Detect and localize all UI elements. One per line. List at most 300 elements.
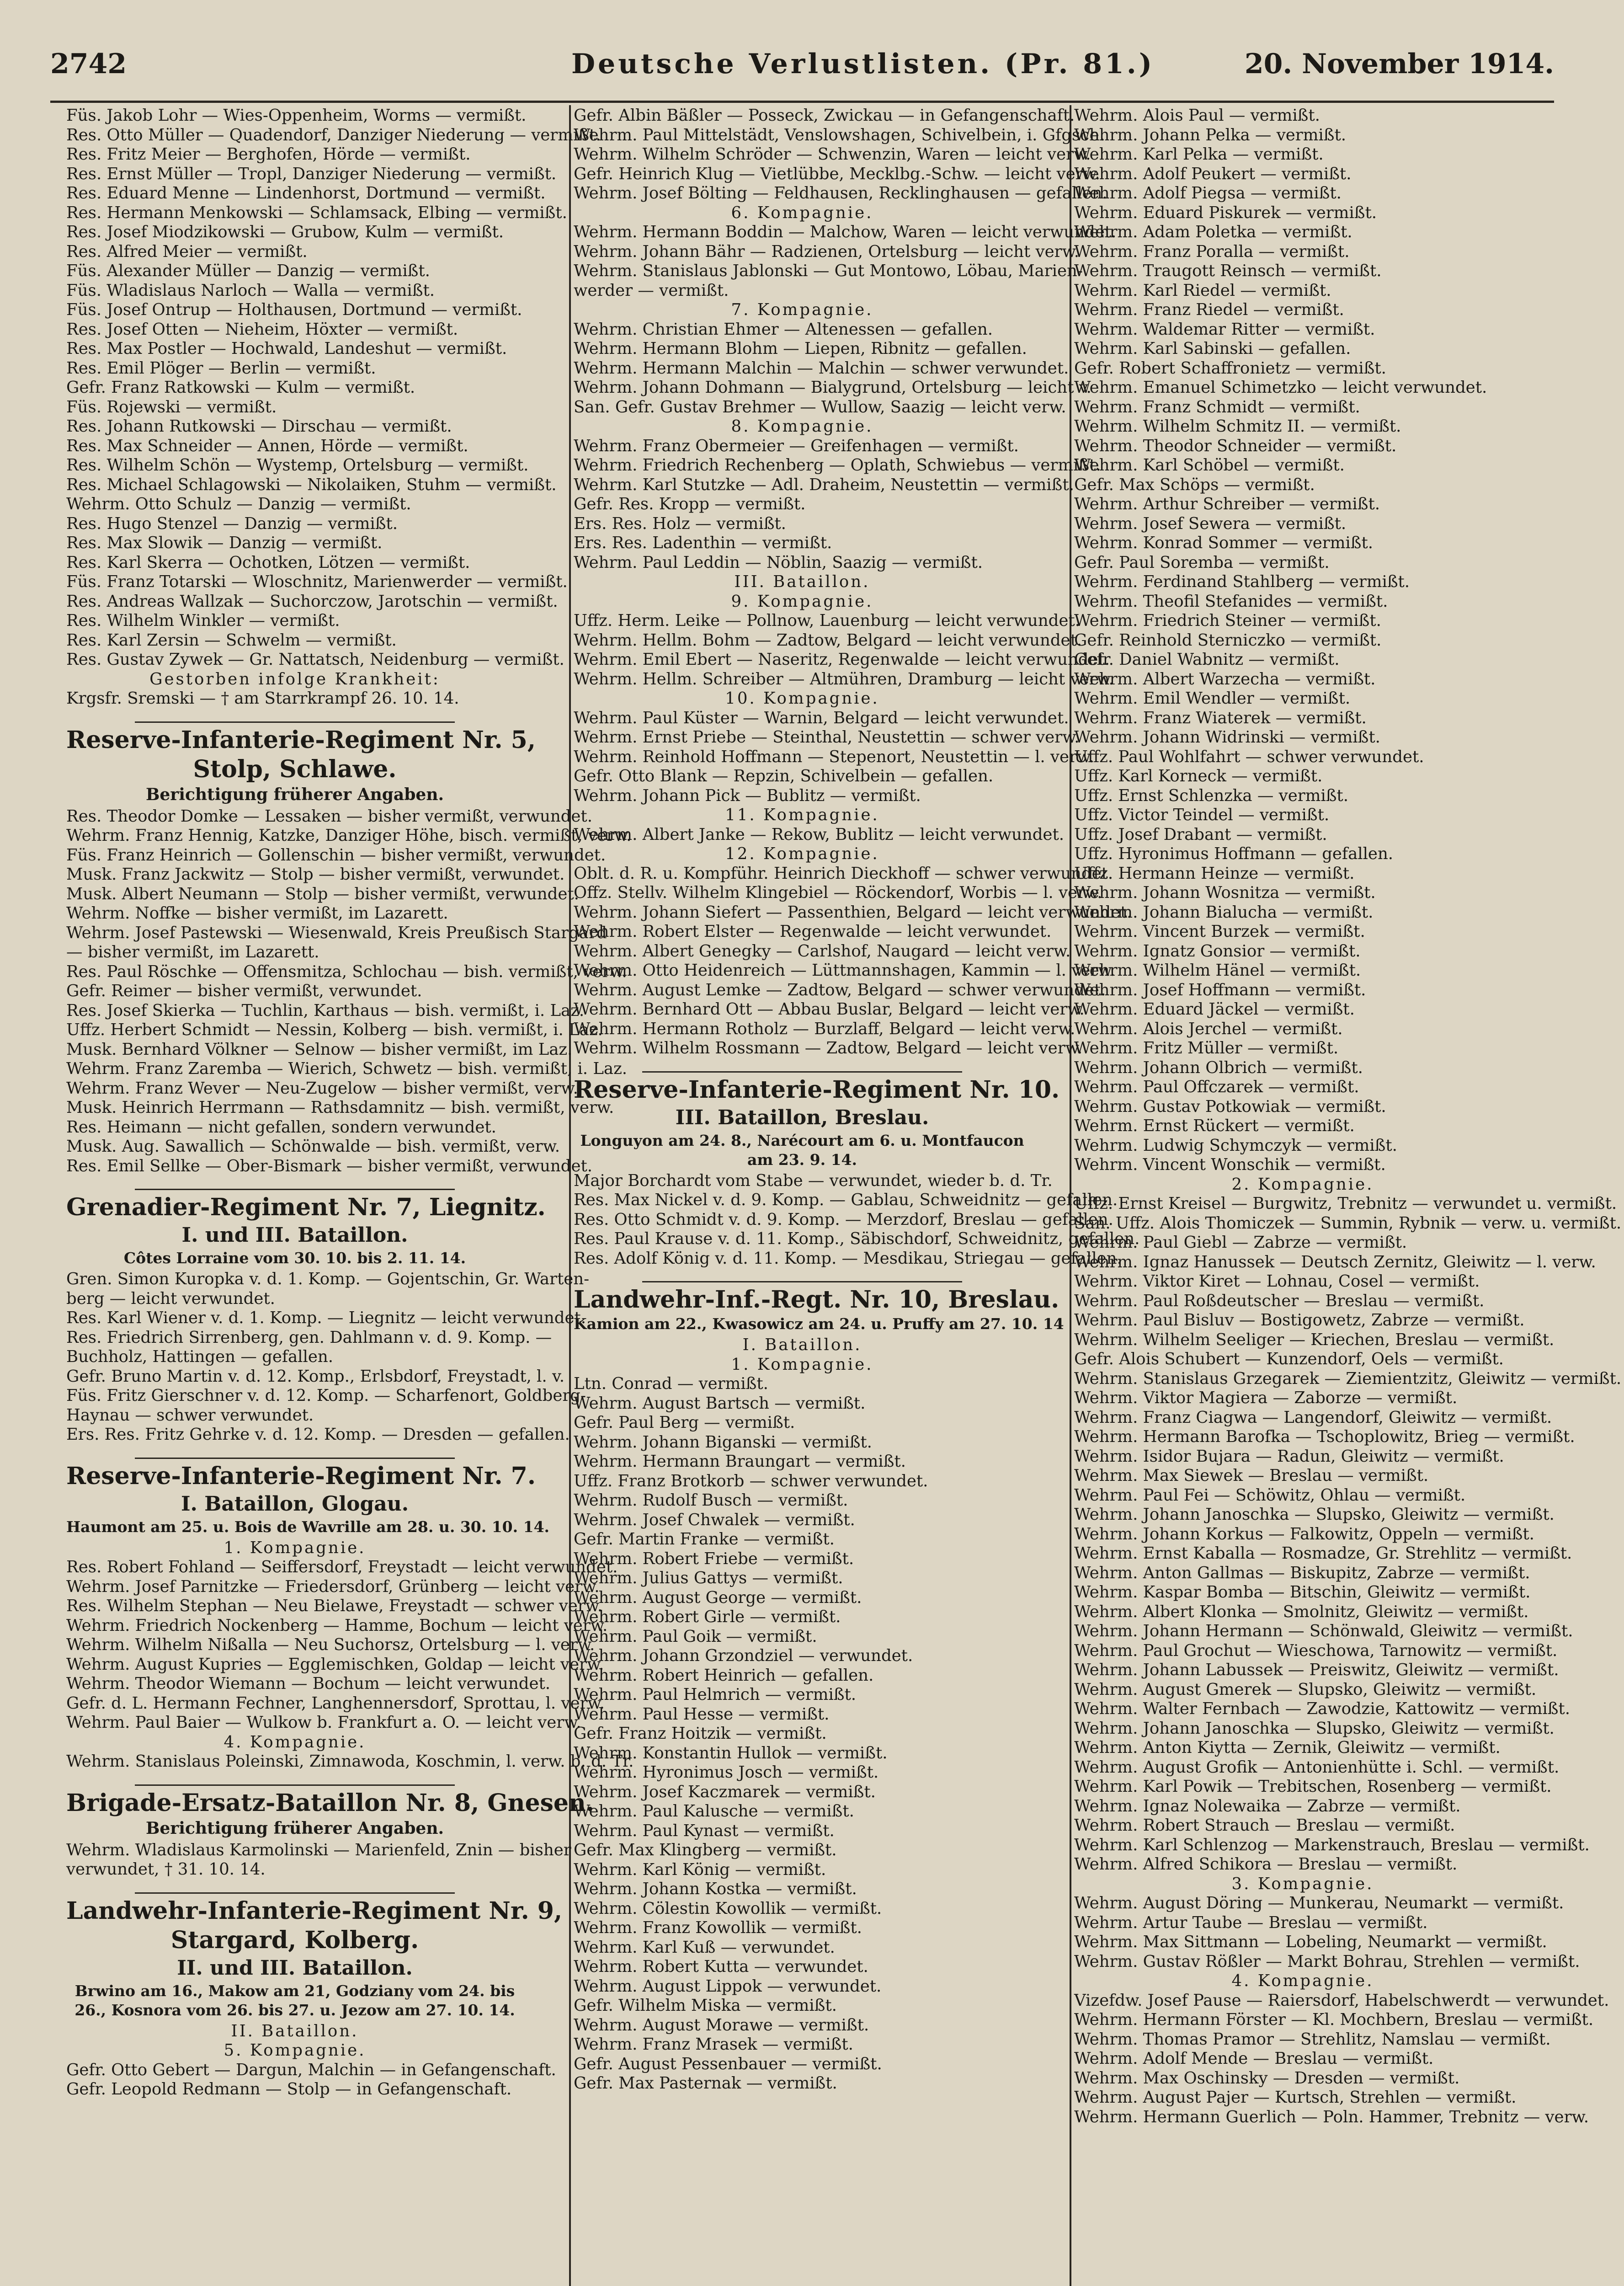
section-rule [135, 1189, 455, 1190]
casualty-entry: Wehrm. Robert Girle — vermißt. [574, 1608, 841, 1626]
casualty-entry: Res. Emil Sellke — Ober-Bismark — bisher vermißt, verwundet. [66, 1156, 593, 1175]
casualty-entry: Wehrm. Walter Fernbach — Zawodzie, Kattowitz — vermißt. [1074, 1699, 1570, 1718]
casualty-entry: Wehrm. Alois Paul — vermißt. [1074, 106, 1320, 125]
casualty-entry: Wehrm. Johann Pick — Bublitz — vermißt. [574, 786, 921, 805]
casualty-entry: Offz. Stellv. Wilhelm Klingebiel — Röckendorf, Worbis — l. verw. [574, 883, 1102, 902]
casualty-entry: Wehrm. Karl Stutzke — Adl. Draheim, Neustettin — vermißt. [574, 475, 1074, 494]
casualty-entry: Wehrm. Traugott Reinsch — vermißt. [1074, 262, 1382, 280]
casualty-entry: Wehrm. August Bartsch — vermißt. [574, 1394, 866, 1413]
casualty-entry: Wehrm. Johann Labussek — Preiswitz, Gleiwitz — vermißt. [1074, 1661, 1559, 1679]
casualty-entry: Gefr. d. L. Hermann Fechner, Langhennersdorf, Sprottau, l. verw. [66, 1693, 605, 1713]
casualty-entry: Wehrm. Franz Wever — Neu-Zugelow — bisher vermißt, verw. [66, 1079, 578, 1098]
battle-dates: Haumont am 25. u. Bois de Wavrille am 28. u. 30. 10. 14. [66, 1517, 550, 1536]
casualty-entry: Res. Karl Wiener v. d. 1. Komp. — Liegnitz — leicht verwundet. [66, 1309, 586, 1327]
casualty-entry: Res. Andreas Wallzak — Suchorczow, Jarotschin — vermißt. [66, 592, 558, 611]
casualty-entry: Wehrm. Franz Mrasek — vermißt. [574, 2035, 853, 2054]
casualty-entry: Wehrm. Alois Jerchel — vermißt. [1074, 1019, 1343, 1038]
casualty-entry: Wehrm. Hermann Barofka — Tschoplowitz, Brieg — vermißt. [1074, 1427, 1575, 1446]
casualty-entry: Wehrm. Robert Heinrich — gefallen. [574, 1666, 874, 1685]
casualty-entry: Wehrm. Josef Hoffmann — vermißt. [1074, 980, 1366, 999]
casualty-entry: Wehrm. Friedrich Rechenberg — Oplath, Schwiebus — vermißt. [574, 456, 1101, 475]
battle-dates: Kamion am 22., Kwasowicz am 24. u. Pruffy am 27. 10. 14 [574, 1315, 1064, 1333]
casualty-entry: Gefr. Res. Kropp — vermißt. [574, 495, 806, 513]
casualty-entry: Wehrm. August Gmerek — Slupsko, Gleiwitz — vermißt. [1074, 1680, 1537, 1699]
casualty-entry: Gefr. Max Schöps — vermißt. [1074, 475, 1315, 494]
issue-date: 20. November 1914. [1244, 48, 1554, 80]
casualty-entry: Wehrm. Eduard Jäckel — vermißt. [1074, 1000, 1355, 1019]
casualty-entry: Wehrm. August George — vermißt. [574, 1588, 862, 1607]
subsection-heading: 2. Kompagnie. [1231, 1175, 1374, 1194]
casualty-entry: Uffz. Ernst Schlenzka — vermißt. [1074, 786, 1348, 805]
casualty-entry: Wehrm. Ernst Kaballa — Rosmadze, Gr. Strehlitz — vermißt. [1074, 1544, 1572, 1563]
casualty-entry: Musk. Aug. Sawallich — Schönwalde — bish. vermißt, verw. [66, 1137, 560, 1156]
regiment-name: Reserve-Infanterie-Regiment Nr. 5, [66, 726, 536, 754]
casualty-entry: Wehrm. Ignaz Hanussek — Deutsch Zernitz, Gleiwitz — l. verw. [1074, 1252, 1596, 1271]
casualty-entry: Wehrm. Max Siewek — Breslau — vermißt. [1074, 1466, 1429, 1485]
casualty-entry: Wehrm. Emil Wendler — vermißt. [1074, 689, 1351, 708]
regiment-name: Stargard, Kolberg. [170, 1926, 419, 1954]
regiment-name: Grenadier-Regiment Nr. 7, Liegnitz. [66, 1193, 546, 1221]
casualty-entry: Wehrm. Ignatz Gonsior — vermißt. [1074, 941, 1361, 961]
casualty-entry: Füs. Franz Heinrich — Gollenschin — bisher vermißt, verwundet. [66, 845, 606, 865]
casualty-entry: Gefr. Otto Gebert — Dargun, Malchin — in Gefangenschaft. [66, 2060, 556, 2079]
casualty-entry: Gren. Simon Kuropka v. d. 1. Komp. — Gojentschin, Gr. Warten- [66, 1270, 590, 1288]
casualty-entry: Wehrm. Hermann Rotholz — Burzlaff, Belgard — leicht verw. [574, 1019, 1076, 1038]
column-1 [66, 106, 634, 2099]
casualty-entry: Gefr. Paul Soremba — vermißt. [1074, 553, 1330, 572]
casualty-entry: Wehrm. Johann Widrinski — vermißt. [1074, 728, 1380, 747]
casualty-entry: Wehrm. Viktor Kiret — Lohnau, Cosel — vermißt. [1074, 1272, 1480, 1291]
casualty-entry: Res. Wilhelm Schön — Wystemp, Ortelsburg — vermißt. [66, 456, 529, 475]
casualty-entry: Wehrm. Paul Kynast — vermißt. [574, 1821, 835, 1840]
section-note: Berichtigung früherer Angaben. [145, 1818, 444, 1838]
casualty-entry: Res. Paul Röschke — Offensmitza, Schlochau — bish. vermißt, verw. [66, 962, 627, 981]
casualty-entry: Wehrm. Hermann Förster — Kl. Mochbern, Breslau — vermißt. [1074, 2010, 1594, 2029]
casualty-entry: Wehrm. Paul Mittelstädt, Venslowshagen, Schivelbein, i. Gfgsch. [574, 125, 1105, 144]
casualty-entry: Uffz. Victor Teindel — vermißt. [1074, 806, 1330, 824]
casualty-entry: Wehrm. Fritz Müller — vermißt. [1074, 1039, 1339, 1058]
section-rule [135, 1892, 455, 1894]
casualty-entry: Res. Friedrich Sirrenberg, gen. Dahlmann v. d. 9. Komp. — [66, 1328, 552, 1347]
subsection-heading: III. Bataillon. [734, 572, 870, 591]
casualty-entry: Musk. Bernhard Völkner — Selnow — bisher vermißt, im Laz. [66, 1040, 573, 1059]
casualty-entry: Wehrm. Paul Helmrich — vermißt. [574, 1685, 857, 1704]
casualty-entry: Res. Otto Müller — Quadendorf, Danziger Niederung — vermißt. [66, 125, 601, 144]
regiment-heading [66, 1784, 594, 1839]
casualty-entry: berg — leicht verwundet. [66, 1289, 275, 1308]
casualty-entry: Wehrm. Stanislaus Poleinski, Zimnawoda, Koschmin, l. verw. b. d. Tr. [66, 1752, 634, 1771]
casualty-entry: Res. Michael Schlagowski — Nikolaiken, Stuhm — vermißt. [66, 475, 557, 494]
casualty-entry: Wehrm. Johann Siefert — Passenthien, Belgard — leicht verwundet. [574, 903, 1132, 922]
casualty-entry: Gefr. Bruno Martin v. d. 12. Komp., Erlsbdorf, Freystadt, l. v. [66, 1367, 565, 1386]
casualty-entry: Vizefdw. Josef Pause — Raiersdorf, Habelschwerdt — verwundet. [1074, 1991, 1609, 2010]
casualty-entry: Wehrm. Karl König — vermißt. [574, 1860, 826, 1879]
casualty-entry: Gefr. Max Pasternak — vermißt. [574, 2074, 837, 2093]
subsection-heading: 3. Kompagnie. [1231, 1874, 1374, 1893]
casualty-entry: Uffz. Hermann Heinze — vermißt. [1074, 864, 1355, 883]
casualty-entry: Gefr. August Pessenbauer — vermißt. [574, 2054, 882, 2073]
publication-title: Deutsche Verlustlisten. (Pr. 81.) [571, 48, 1155, 80]
battle-dates: am 23. 9. 14. [747, 1150, 857, 1169]
casualty-entry: Oblt. d. R. u. Kompführ. Heinrich Dieckhoff — schwer verwundet. [574, 864, 1113, 883]
casualty-entry: Wehrm. Franz Zaremba — Wierich, Schwetz — bish. vermißt, i. Laz. [66, 1059, 628, 1078]
casualty-entry: Wehrm. Franz Schmidt — vermißt. [1074, 397, 1360, 417]
casualty-entry: Wehrm. Johann Bialucha — vermißt. [1074, 903, 1374, 922]
section-rule [642, 1281, 962, 1282]
casualty-entry: Gefr. Franz Ratkowski — Kulm — vermißt. [66, 378, 415, 397]
casualty-entry: Wehrm. Paul Küster — Warnin, Belgard — leicht verwundet. [574, 708, 1069, 727]
casualty-entry: Wehrm. Adam Poletka — vermißt. [1074, 223, 1352, 241]
casualty-entry: Wehrm. Johann Grzondziel — verwundet. [574, 1646, 913, 1665]
casualty-entry: Wehrm. August Morawe — vermißt. [574, 2015, 869, 2035]
casualty-entry: Wehrm. Max Sittmann — Lobeling, Neumarkt — vermißt. [1074, 1933, 1547, 1951]
casualty-entry: Musk. Franz Jackwitz — Stolp — bisher vermißt, verwundet. [66, 865, 565, 884]
casualty-entry: Wehrm. Karl Sabinski — gefallen. [1074, 339, 1351, 358]
casualty-entry: Wehrm. Emanuel Schimetzko — leicht verwundet. [1074, 378, 1487, 397]
casualty-entry: Uffz. Franz Brotkorb — schwer verwundet. [574, 1471, 928, 1490]
casualty-entry: Wehrm. Thomas Pramor — Strehlitz, Namslau — vermißt. [1074, 2030, 1551, 2049]
page-number: 2742 [50, 48, 127, 80]
casualty-entry: San. Uffz. Alois Thomiczek — Summin, Rybnik — verw. u. vermißt. [1074, 1213, 1622, 1233]
casualty-entry: Uffz. Herm. Leike — Pollnow, Lauenburg — leicht verwundet. [574, 611, 1080, 630]
casualty-entry: Res. Hermann Menkowski — Schlamsack, Elbing — vermißt. [66, 203, 567, 222]
casualty-entry: Füs. Josef Ontrup — Holthausen, Dortmund — vermißt. [66, 300, 522, 319]
casualty-entry: Wehrm. Waldemar Ritter — vermißt. [1074, 320, 1375, 339]
casualty-entry: Wehrm. Ferdinand Stahlberg — vermißt. [1074, 572, 1410, 591]
casualty-entry: Res. Max Slowik — Danzig — vermißt. [66, 534, 383, 552]
regiment-heading [66, 1189, 546, 1268]
casualty-entry: Wehrm. Arthur Schreiber — vermißt. [1074, 495, 1380, 513]
casualty-entry: Wehrm. Paul Leddin — Nöblin, Saazig — vermißt. [574, 553, 983, 572]
casualty-entry: Wehrm. August Pajer — Kurtsch, Strehlen — vermißt. [1074, 2088, 1517, 2107]
casualty-entry: Wehrm. Wilhelm Schröder — Schwenzin, Waren — leicht verw. [574, 145, 1091, 164]
casualty-entry: Wehrm. Viktor Magiera — Zaborze — vermißt. [1074, 1389, 1458, 1407]
casualty-entry: Wehrm. Josef Bölting — Feldhausen, Recklinghausen — gefallen. [574, 184, 1108, 203]
casualty-entry: Wehrm. Albert Klonka — Smolnitz, Gleiwitz — vermißt. [1074, 1602, 1529, 1621]
casualty-entry: Res. Josef Miodzikowski — Grubow, Kulm — vermißt. [66, 223, 504, 241]
casualty-entry: verwundet, † 31. 10. 14. [66, 1860, 266, 1879]
casualty-entry: Gefr. Martin Franke — vermißt. [574, 1530, 835, 1549]
casualty-entry: Uffz. Ernst Kreisel — Burgwitz, Trebnitz — verwundet u. vermißt. [1074, 1194, 1617, 1213]
casualty-entry: Gefr. Max Klingberg — vermißt. [574, 1841, 837, 1859]
casualty-entry: Wehrm. Josef Parnitzke — Friedersdorf, Grünberg — leicht verw. [66, 1577, 600, 1596]
casualty-entry: Res. Theodor Domke — Lessaken — bisher vermißt, verwundet. [66, 807, 592, 826]
casualty-entry: Res. Josef Skierka — Tuchlin, Karthaus — bish. vermißt, i. Laz. [66, 1001, 585, 1020]
casualty-entry: Wehrm. Hermann Braungart — vermißt. [574, 1452, 906, 1471]
battle-dates: Longuyon am 24. 8., Narécourt am 6. u. Montfaucon [580, 1131, 1024, 1149]
casualty-entry: Wehrm. Reinhold Hoffmann — Stepenort, Neustettin — l. verw. [574, 747, 1094, 766]
casualty-entry: Wehrm. August Lippok — verwundet. [574, 1976, 882, 1996]
section-rule [642, 1071, 962, 1073]
casualty-entry: Res. Max Nickel v. d. 9. Komp. — Gablau, Schweidnitz — gefallen. [574, 1191, 1118, 1209]
casualty-entry: Wehrm. Johann Biganski — vermißt. [574, 1432, 872, 1452]
subsection-heading: 6. Kompagnie. [731, 203, 873, 222]
casualty-entry: Uffz. Herbert Schmidt — Nessin, Kolberg — bish. vermißt, i. Laz. [66, 1020, 603, 1039]
casualty-entry: Res. Alfred Meier — vermißt. [66, 242, 308, 261]
casualty-entry: Wehrm. Friedrich Steiner — vermißt. [1074, 611, 1381, 630]
regiment-heading [66, 1458, 550, 1537]
casualty-entry: Wehrm. Hermann Blohm — Liepen, Ribnitz — gefallen. [574, 339, 1027, 358]
subsection-heading: 11. Kompagnie. [725, 806, 879, 824]
casualty-entry: Gefr. Albin Bäßler — Posseck, Zwickau — in Gefangenschaft. [574, 106, 1075, 125]
casualty-entry: Res. Robert Fohland — Seiffersdorf, Freystadt — leicht verwundet. [66, 1558, 618, 1576]
casualty-entry: Wehrm. Adolf Mende — Breslau — vermißt. [1074, 2049, 1434, 2068]
subsection-heading: 5. Kompagnie. [224, 2041, 366, 2060]
casualty-entry: Uffz. Josef Drabant — vermißt. [1074, 825, 1327, 844]
casualty-entry: Ers. Res. Ladenthin — vermißt. [574, 534, 832, 552]
regiment-heading [66, 721, 536, 805]
subsection-heading: 10. Kompagnie. [725, 689, 879, 708]
regiment-name: Stolp, Schlawe. [193, 755, 397, 783]
casualty-entry: Wehrm. Johann Dohmann — Bialygrund, Ortelsburg — leicht v. [574, 378, 1092, 397]
casualty-entry: Wehrm. Johann Pelka — vermißt. [1074, 125, 1347, 144]
battalion-name: II. und III. Bataillon. [177, 1956, 413, 1980]
casualty-entry: Wehrm. Hermann Malchin — Malchin — schwer verwundet. [574, 358, 1069, 378]
casualty-entry: Musk. Heinrich Herrmann — Rathsdamnitz — bish. vermißt, verw. [66, 1098, 614, 1117]
casualty-entry: Wehrm. Josef Pastewski — Wiesenwald, Kreis Preußisch Stargard [66, 923, 607, 942]
casualty-entry: Wehrm. Karl Pelka — vermißt. [1074, 145, 1324, 164]
casualty-entry: Wehrm. Paul Kalusche — vermißt. [574, 1802, 854, 1821]
subsection-heading: 4. Kompagnie. [1231, 1971, 1374, 1990]
casualty-entry: Ltn. Conrad — vermißt. [574, 1374, 768, 1393]
casualty-entry: Ers. Res. Fritz Gehrke v. d. 12. Komp. — Dresden — gefallen. [66, 1425, 570, 1444]
battle-dates: Brwino am 16., Makow am 21, Godziany vom 24. bis [75, 1982, 515, 2000]
casualty-entry: Wehrm. Hellm. Schreiber — Altmühren, Dramburg — leicht verw. [574, 669, 1114, 689]
casualty-entry: Wehrm. Johann Hermann — Schönwald, Gleiwitz — vermißt. [1074, 1622, 1573, 1640]
casualty-entry: Res. Max Postler — Hochwald, Landeshut — vermißt. [66, 339, 507, 358]
battle-dates: Côtes Lorraine vom 30. 10. bis 2. 11. 14. [123, 1249, 466, 1267]
regiment-heading [574, 1281, 1064, 1334]
casualty-entry: Wehrm. Albert Janke — Rekow, Bublitz — leicht verwundet. [574, 825, 1064, 844]
battalion-name: I. und III. Bataillon. [181, 1223, 408, 1247]
casualty-entry: Res. Fritz Meier — Berghofen, Hörde — vermißt. [66, 145, 471, 164]
subsection-heading: 4. Kompagnie. [224, 1732, 366, 1752]
column-2 [574, 106, 1140, 2094]
regiment-name: Reserve-Infanterie-Regiment Nr. 7. [66, 1462, 536, 1490]
casualty-entry: San. Gefr. Gustav Brehmer — Wullow, Saazig — leicht verw. [574, 397, 1066, 417]
casualty-entry: Wehrm. Karl Schlenzog — Markenstrauch, Breslau — vermißt. [1074, 1835, 1590, 1854]
casualty-entry: Gefr. Robert Schaffronietz — vermißt. [1074, 358, 1386, 378]
casualty-entry: Major Borchardt vom Stabe — verwundet, wieder b. d. Tr. [574, 1171, 1053, 1190]
casualty-entry: Res. Eduard Menne — Lindenhorst, Dortmund — vermißt. [66, 184, 546, 203]
casualty-entry: Res. Hugo Stenzel — Danzig — vermißt. [66, 514, 398, 533]
casualty-entry: Wehrm. Josef Chwalek — vermißt. [574, 1510, 855, 1529]
casualty-entry: Wehrm. Ernst Rückert — vermißt. [1074, 1116, 1355, 1135]
casualty-entry: Res. Paul Krause v. d. 11. Komp., Säbischdorf, Schweidnitz, gefallen. [574, 1229, 1140, 1248]
casualty-entry: Musk. Albert Neumann — Stolp — bisher vermißt, verwundet. [66, 884, 579, 903]
casualty-entry: Res. Emil Plöger — Berlin — vermißt. [66, 358, 376, 378]
casualty-entry: Wehrm. Albert Warzecha — vermißt. [1074, 669, 1376, 689]
casualty-entry: Uffz. Karl Korneck — vermißt. [1074, 767, 1323, 785]
casualty-entry: Wehrm. Josef Sewera — vermißt. [1074, 514, 1347, 533]
casualty-entry: Wehrm. Josef Kaczmarek — vermißt. [574, 1782, 876, 1801]
casualty-entry: Wehrm. Kaspar Bomba — Bitschin, Gleiwitz — vermißt. [1074, 1583, 1531, 1602]
casualty-entry: Wehrm. Christian Ehmer — Altenessen — gefallen. [574, 320, 993, 339]
casualty-entry: Wehrm. Theodor Schneider — vermißt. [1074, 436, 1397, 455]
battalion-name: I. Bataillon, Glogau. [181, 1492, 409, 1516]
casualty-entry: Buchholz, Hattingen — gefallen. [66, 1347, 333, 1366]
subsection-heading: 9. Kompagnie. [731, 592, 873, 611]
casualty-entry: Füs. Rojewski — vermißt. [66, 397, 277, 417]
casualty-entry: Wehrm. Franz Kowollik — vermißt. [574, 1918, 862, 1937]
casualty-entry: Wehrm. August Grofik — Antonienhütte i. Schl. — vermißt. [1074, 1757, 1560, 1777]
casualty-entry: Haynau — schwer verwundet. [66, 1405, 314, 1425]
casualty-entry: Wehrm. Paul Baier — Wulkow b. Frankfurt a. O. — leicht verw. [66, 1713, 581, 1732]
casualty-entry: Wehrm. Vincent Wonschik — vermißt. [1074, 1155, 1386, 1174]
casualty-entry: Wehrm. Anton Gallmas — Biskupitz, Zabrze — vermißt. [1074, 1563, 1530, 1582]
casualty-entry: Wehrm. Hermann Guerlich — Poln. Hammer, Trebnitz — verw. [1074, 2107, 1589, 2126]
casualty-entry: Füs. Wladislaus Narloch — Walla — vermißt. [66, 281, 435, 300]
casualty-entry: Gefr. Heinrich Klug — Vietlübbe, Mecklbg.-Schw. — leicht verw. [574, 164, 1101, 183]
casualty-entry: Wehrm. Cölestin Kowollik — vermißt. [574, 1899, 882, 1918]
casualty-entry: Wehrm. August Döring — Munkerau, Neumarkt — vermißt. [1074, 1894, 1564, 1912]
subsection-heading: 8. Kompagnie. [731, 417, 873, 436]
casualty-entry: Wehrm. Karl Riedel — vermißt. [1074, 281, 1331, 300]
casualty-entry: Wehrm. Paul Offczarek — vermißt. [1074, 1078, 1359, 1096]
casualty-entry: Res. Adolf König v. d. 11. Komp. — Mesdikau, Striegau — gefallen. [574, 1249, 1122, 1268]
casualty-entry: Gefr. Otto Blank — Repzin, Schivelbein — gefallen. [574, 767, 994, 785]
casualty-entry: Ers. Res. Holz — vermißt. [574, 514, 786, 533]
subsection-heading: 1. Kompagnie. [224, 1538, 366, 1557]
casualty-entry: Wehrm. Karl Kuß — verwundet. [574, 1938, 835, 1957]
section-rule [135, 1458, 455, 1459]
casualty-entry: Wehrm. Johann Janoschka — Slupsko, Gleiwitz — vermißt. [1074, 1719, 1555, 1738]
casualty-entry: Res. Josef Otten — Nieheim, Höxter — vermißt. [66, 320, 458, 339]
casualty-entry: Wehrm. Franz Ciagwa — Langendorf, Gleiwitz — vermißt. [1074, 1408, 1552, 1427]
subsection-heading: II. Bataillon. [231, 2021, 359, 2040]
casualty-entry: Wehrm. Friedrich Nockenberg — Hamme, Bochum — leicht verw. [66, 1616, 608, 1635]
casualty-entry: Res. Karl Skerra — Ochotken, Lötzen — vermißt. [66, 553, 470, 572]
casualty-entry: Wehrm. Hermann Boddin — Malchow, Waren — leicht verwundet. [574, 223, 1117, 241]
casualty-entry: Krgsfr. Sremski — † am Starrkrampf 26. 10. 14. [66, 689, 459, 708]
casualty-entry: Wehrm. Johann Wosnitza — vermißt. [1074, 883, 1376, 902]
casualty-entry: Res. Max Schneider — Annen, Hörde — vermißt. [66, 436, 469, 455]
casualty-entry: Füs. Franz Totarski — Wloschnitz, Marienwerder — vermißt. [66, 572, 568, 591]
casualty-entry: Wehrm. Hyronimus Josch — vermißt. [574, 1763, 879, 1782]
casualty-entry: Wehrm. Konstantin Hullok — vermißt. [574, 1743, 888, 1763]
casualty-entry: Gefr. Paul Berg — vermißt. [574, 1413, 795, 1432]
casualty-entry: Wehrm. Hellm. Bohm — Zadtow, Belgard — leicht verwundet. [574, 630, 1082, 650]
casualty-entry: Wehrm. Konrad Sommer — vermißt. [1074, 534, 1373, 552]
casualty-entry: Wehrm. Adolf Peukert — vermißt. [1074, 164, 1352, 183]
column-3 [1074, 106, 1622, 2127]
casualty-entry: Wehrm. Franz Riedel — vermißt. [1074, 300, 1344, 319]
casualty-entry: Wehrm. Johann Bähr — Radzienen, Ortelsburg — leicht verw. [574, 242, 1080, 261]
casualty-entry: Wehrm. Franz Hennig, Katzke, Danziger Höhe, bisch. vermißt, verw. [66, 826, 632, 845]
casualty-entry: Gefr. Alois Schubert — Kunzendorf, Oels — vermißt. [1074, 1350, 1504, 1368]
subsection-heading: Gestorben infolge Krankheit: [149, 669, 440, 689]
header-rule [50, 101, 1554, 103]
casualty-entry: Wehrm. Alfred Schikora — Breslau — vermißt. [1074, 1855, 1458, 1874]
subsection-heading: 7. Kompagnie. [731, 300, 873, 319]
casualty-entry: Wehrm. Anton Kiytta — Zernik, Gleiwitz — vermißt. [1074, 1738, 1501, 1757]
regiment-name: Landwehr-Infanterie-Regiment Nr. 9, [66, 1896, 563, 1925]
casualty-entry: Wehrm. Karl Schöbel — vermißt. [1074, 456, 1345, 475]
page-header [50, 43, 1554, 94]
casualty-entry: Wehrm. Johann Kostka — vermißt. [574, 1880, 857, 1898]
regiment-heading [574, 1071, 1060, 1170]
casualty-entry: Wehrm. Franz Poralla — vermißt. [1074, 242, 1350, 261]
casualty-entry: Wehrm. Ignaz Nolewaika — Zabrze — vermißt. [1074, 1796, 1461, 1816]
casualty-entry: Wehrm. Otto Heidenreich — Lüttmannshagen, Kammin — l. verw. [574, 961, 1115, 980]
casualty-entry: — bisher vermißt, im Lazarett. [66, 943, 319, 961]
casualty-entry: Wehrm. August Lemke — Zadtow, Belgard — schwer verwundet. [574, 980, 1106, 999]
casualty-entry: Wehrm. Emil Ebert — Naseritz, Regenwalde — leicht verwundet. [574, 650, 1110, 669]
casualty-entry: Res. Wilhelm Winkler — vermißt. [66, 611, 340, 630]
casualty-entry: Wehrm. Paul Hesse — vermißt. [574, 1704, 830, 1724]
casualty-entry: Wehrm. Paul Bisluv — Bostigowetz, Zabrze — vermißt. [1074, 1311, 1525, 1330]
casualty-entry: Wehrm. Gustav Potkowiak — vermißt. [1074, 1097, 1386, 1116]
casualty-entry: Wehrm. Paul Giebl — Zabrze — vermißt. [1074, 1233, 1407, 1252]
casualty-entry: Gefr. Daniel Wabnitz — vermißt. [1074, 650, 1340, 669]
casualty-entry: Wehrm. Otto Schulz — Danzig — vermißt. [66, 495, 411, 513]
casualty-entry: Gefr. Leopold Redmann — Stolp — in Gefangenschaft. [66, 2080, 512, 2099]
casualty-entry: Füs. Fritz Gierschner v. d. 12. Komp. — Scharfenort, Goldberg- [66, 1386, 586, 1405]
casualty-entry: Wehrm. Stanislaus Grzegarek — Ziemientzitz, Gleiwitz — vermißt. [1074, 1369, 1622, 1388]
casualty-entry: Wehrm. Johann Janoschka — Slupsko, Gleiwitz — vermißt. [1074, 1505, 1555, 1524]
casualty-entry: Uffz. Paul Wohlfahrt — schwer verwundet. [1074, 747, 1424, 766]
casualty-entry: Wehrm. Johann Korkus — Falkowitz, Oppeln — vermißt. [1074, 1524, 1534, 1544]
casualty-entry: Wehrm. Ernst Priebe — Steinthal, Neustettin — schwer verw. [574, 728, 1080, 747]
casualty-entry: Wehrm. Wilhelm Seeliger — Kriechen, Breslau — vermißt. [1074, 1330, 1555, 1349]
casualty-entry: Wehrm. Theodor Wiemann — Bochum — leicht verwundet. [66, 1674, 551, 1693]
regiment-name: Reserve-Infanterie-Regiment Nr. 10. [574, 1075, 1060, 1104]
casualty-entry: Wehrm. Wilhelm Hänel — vermißt. [1074, 961, 1361, 980]
casualty-entry: Wehrm. Franz Wiaterek — vermißt. [1074, 708, 1367, 727]
casualty-entry: Res. Wilhelm Stephan — Neu Bielawe, Freystadt — schwer verw. [66, 1597, 603, 1615]
casualty-entry: Res. Ernst Müller — Tropl, Danziger Niederung — vermißt. [66, 164, 557, 183]
casualty-entry: Wehrm. Rudolf Busch — vermißt. [574, 1491, 848, 1510]
casualty-entry: Wehrm. Robert Elster — Regenwalde — leicht verwundet. [574, 922, 1052, 941]
casualty-entry: Wehrm. Paul Goik — vermißt. [574, 1627, 817, 1646]
casualty-entry: Wehrm. Johann Olbrich — vermißt. [1074, 1058, 1363, 1077]
regiment-name: Landwehr-Inf.-Regt. Nr. 10, Breslau. [574, 1286, 1060, 1314]
casualty-entry: Wehrm. Franz Obermeier — Greifenhagen — vermißt. [574, 436, 1019, 455]
casualty-entry: Wehrm. Julius Gattys — vermißt. [574, 1569, 843, 1587]
casualty-entry: Res. Heimann — nicht gefallen, sondern verwundet. [66, 1117, 496, 1137]
subsection-heading: 12. Kompagnie. [725, 844, 879, 863]
casualty-entry: Wehrm. Robert Friebe — vermißt. [574, 1549, 854, 1568]
casualty-entry: Gefr. Franz Hoitzik — vermißt. [574, 1724, 827, 1743]
casualty-entry: Füs. Alexander Müller — Danzig — vermißt. [66, 262, 430, 280]
casualty-entry: Wehrm. Bernhard Ott — Abbau Buslar, Belgard — leicht verw. [574, 1000, 1085, 1019]
casualty-entry: Wehrm. Gustav Rößler — Markt Bohrau, Strehlen — vermißt. [1074, 1952, 1580, 1971]
casualty-entry: Gefr. Reinhold Sterniczko — vermißt. [1074, 630, 1382, 650]
casualty-entry: Res. Johann Rutkowski — Dirschau — vermißt. [66, 417, 452, 436]
casualty-entry: Wehrm. Max Oschinsky — Dresden — vermißt. [1074, 2068, 1460, 2088]
casualty-entry: Wehrm. Wilhelm Schmitz II. — vermißt. [1074, 417, 1401, 436]
casualty-entry: Wehrm. Stanislaus Jablonski — Gut Montowo, Löbau, Marien- [574, 262, 1083, 280]
casualty-entry: Wehrm. Karl Powik — Trebitschen, Rosenberg — vermißt. [1074, 1777, 1552, 1796]
casualty-entry: werder — vermißt. [574, 281, 729, 300]
casualty-entry: Wehrm. Wilhelm Nißalla — Neu Suchorsz, Ortelsburg — l. verw. [66, 1635, 595, 1654]
casualty-entry: Wehrm. Albert Genegky — Carlshof, Naugard — leicht verw. [574, 941, 1071, 961]
casualty-entry: Wehrm. Wladislaus Karmolinski — Marienfeld, Znin — bisher [66, 1840, 571, 1859]
casualty-entry: Wehrm. Ludwig Schymczyk — vermißt. [1074, 1136, 1397, 1155]
battalion-name: III. Bataillon, Breslau. [675, 1106, 929, 1129]
casualty-entry: Wehrm. Artur Taube — Breslau — vermißt. [1074, 1913, 1428, 1932]
casualty-entry: Wehrm. Isidor Bujara — Radun, Gleiwitz — vermißt. [1074, 1447, 1504, 1466]
casualty-entry: Uffz. Hyronimus Hoffmann — gefallen. [1074, 844, 1394, 863]
casualty-entry: Wehrm. Paul Grochut — Wieschowa, Tarnowitz — vermißt. [1074, 1641, 1558, 1660]
casualty-entry: Wehrm. Theofil Stefanides — vermißt. [1074, 592, 1388, 611]
casualty-entry: Wehrm. Adolf Piegsa — vermißt. [1074, 184, 1342, 203]
casualty-entry: Wehrm. Paul Fei — Schöwitz, Ohlau — vermißt. [1074, 1485, 1466, 1505]
casualty-entry: Wehrm. Robert Strauch — Breslau — vermißt. [1074, 1816, 1455, 1835]
section-note: Berichtigung früherer Angaben. [145, 785, 444, 804]
regiment-name: Brigade-Ersatz-Bataillon Nr. 8, Gnesen. [66, 1789, 594, 1817]
subsection-heading: I. Bataillon. [742, 1335, 862, 1354]
